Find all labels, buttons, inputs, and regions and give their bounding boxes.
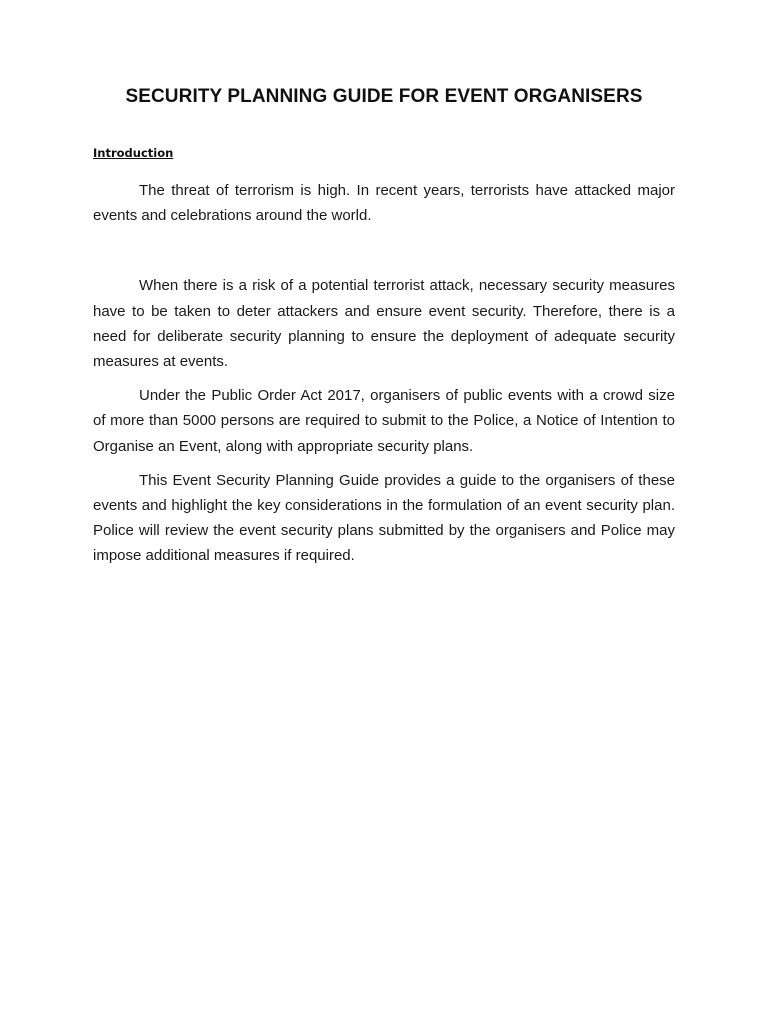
document-title: SECURITY PLANNING GUIDE FOR EVENT ORGANISERS	[125, 86, 643, 107]
paragraph-security-measures: When there is a risk of a potential terrorist attack, necessary security measures have to be taken to deter attackers and ensure event security. Therefore, there is a need for deliberate security planning to ensure the deployment of adequate security measures at events.	[93, 277, 675, 371]
body-text	[93, 178, 675, 569]
paragraph-guide-purpose: This Event Security Planning Guide provides a guide to the organisers of these events and highlight the key considerations in the formulation of an event security plan. Police will review the event security plans submitted by the organisers and Police may impose additional measures if required.	[93, 471, 675, 565]
section-heading-introduction: Introduction	[93, 146, 174, 160]
paragraph-public-order-act: Under the Public Order Act 2017, organisers of public events with a crowd size of more than 5000 persons are required to submit to the Police, a Notice of Intention to Organise an Event, along with appropriate security plans.	[93, 387, 675, 455]
paragraph-terrorism-threat: The threat of terrorism is high. In recent years, terrorists have attacked major events and celebrations around the world.	[93, 182, 675, 225]
